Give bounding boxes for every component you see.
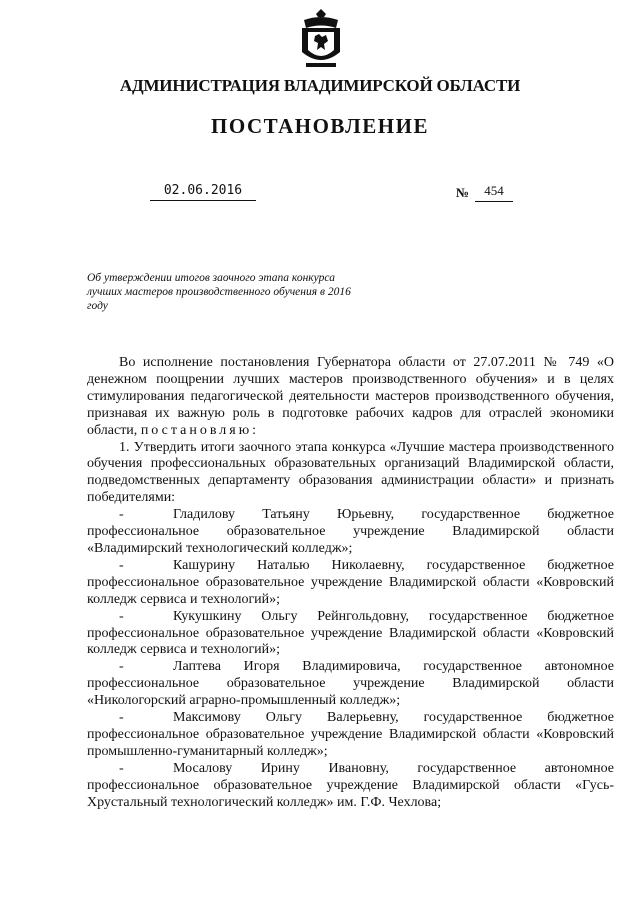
winner-text: Мосалову Ирину Ивановну, государственное автономное профессиональное образовательное учреждение Владимирской области «Гусь-Хрустальный технологический колледж» им. Г.Ф. Чехлова; [87, 760, 614, 810]
winner-item: - Кашурину Наталью Николаевну, государственное бюджетное профессиональное образовательное учреждение Владимирской области «Ковровский колледж сервиса и технологий»; [87, 557, 614, 607]
preamble-text: Во исполнение постановления Губернатора области от 27.07.2011 № 749 «О денежном поощрении лучших мастеров производственного обучения» и в целях стимулирования педагогической деятельности мастеров производственного обучения, признавая их важную роль в подготовке рабочих кадров для отраслей экономики области, [87, 355, 614, 438]
winner-item: - Максимову Ольгу Валерьевну, государственное бюджетное профессиональное образовательное учреждение Владимирской области «Ковровский промышленно-гуманитарный колледж»; [87, 710, 614, 759]
decree-word: постановляю: [140, 422, 260, 438]
document-body [87, 355, 614, 811]
document-title: ПОСТАНОВЛЕНИЕ [211, 114, 429, 138]
winner-text: Кашурину Наталью Николаевну, государственное бюджетное профессиональное образовательное учреждение Владимирской области «Ковровский колледж сервиса и технологий»; [87, 557, 614, 607]
item-1-paragraph: 1. Утвердить итоги заочного этапа конкурса «Лучшие мастера производственного обучения профессиональных образовательных организаций Владимирской области, подведомственных департаменту образования администрации области» и признать победителями: [87, 439, 614, 506]
winner-text: Кукушкину Ольгу Рейнгольдовну, государственное бюджетное профессиональное образовательное учреждение Владимирской области «Ковровский колледж сервиса и технологий»; [87, 608, 614, 658]
winner-text: Максимову Ольгу Валерьевну, государственное бюджетное профессиональное образовательное учреждение Владимирской области «Ковровский промышленно-гуманитарный колледж»; [87, 710, 614, 759]
winner-item: - Мосалову Ирину Ивановну, государственное автономное профессиональное образовательное учреждение Владимирской области «Гусь-Хрустальный технологический колледж» им. Г.Ф. Чехлова; [87, 760, 614, 810]
preamble-paragraph [87, 355, 614, 440]
winner-text: Гладилову Татьяну Юрьевну, государственное бюджетное профессиональное образовательное учреждение Владимирской области «Владимирский технологический колледж»; [87, 507, 614, 556]
number-label: № [456, 185, 470, 200]
document-number: 454 [475, 183, 513, 202]
organization-name: АДМИНИСТРАЦИЯ ВЛАДИМИРСКОЙ ОБЛАСТИ [119, 76, 521, 95]
document-date: 02.06.2016 [150, 183, 256, 201]
winner-item: - Лаптева Игоря Владимировича, государственное автономное профессиональное образовательное учреждение Владимирской области «Никологорский аграрно-промышленный колледж»; [87, 659, 614, 709]
winner-item: - Кукушкину Ольгу Рейнгольдовну, государственное бюджетное профессиональное образовательное учреждение Владимирской области «Ковровский колледж сервиса и технологий»; [87, 608, 614, 658]
coat-of-arms-emblem [300, 8, 342, 70]
document-subject: Об утверждении итогов заочного этапа конкурса лучших мастеров производственного обучения в 2016 году [87, 272, 351, 312]
winner-text: Лаптева Игоря Владимировича, государственное автономное профессиональное образовательное учреждение Владимирской области «Никологорский аграрно-промышленный колледж»; [87, 659, 614, 709]
winner-item: - Гладилову Татьяну Юрьевну, государственное бюджетное профессиональное образовательное учреждение Владимирской области «Владимирский технологический колледж»; [87, 507, 614, 556]
